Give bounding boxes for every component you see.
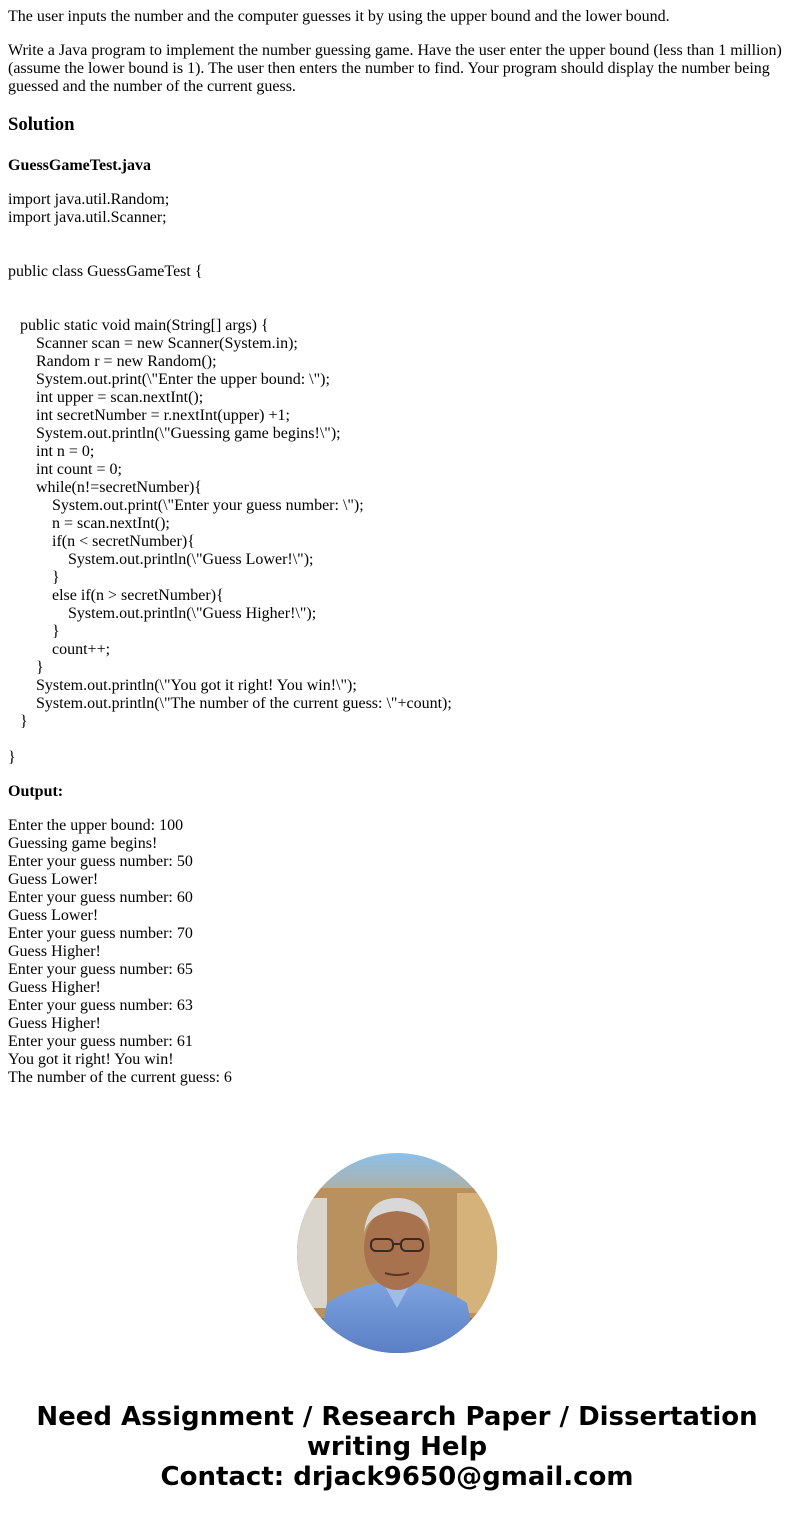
code-line (8, 299, 788, 317)
promo-banner (0, 1402, 794, 1492)
author-photo (297, 1153, 497, 1353)
file-name-heading: GuessGameTest.java (8, 157, 151, 174)
code-line: int n = 0; (8, 443, 95, 460)
code-line: Random r = new Random(); (8, 353, 217, 370)
code-line: } (8, 569, 60, 586)
code-line: System.out.println(\"The number of the current guess: \"+count); (8, 695, 452, 712)
code-line: System.out.println(\"Guess Higher!\"); (8, 605, 317, 622)
code-line: System.out.println(\"Guessing game begins!\"); (8, 425, 341, 442)
code-line (8, 245, 788, 263)
output-line: Enter your guess number: 61 (8, 1033, 193, 1050)
output-line: Guess Higher! (8, 943, 101, 960)
document-body (8, 0, 788, 1087)
code-line: } (8, 623, 60, 640)
code-line: else if(n > secretNumber){ (8, 587, 224, 604)
code-line: import java.util.Random; (8, 191, 170, 208)
code-line: if(n < secretNumber){ (8, 533, 195, 550)
code-line: int upper = scan.nextInt(); (8, 389, 204, 406)
output-line: Enter your guess number: 65 (8, 961, 193, 978)
promo-line-1: Need Assignment / Research Paper / Dissertation (36, 1402, 758, 1432)
code-line: int secretNumber = r.nextInt(upper) +1; (8, 407, 290, 424)
promo-line-3: Contact: drjack9650@gmail.com (160, 1462, 634, 1492)
code-line: int count = 0; (8, 461, 122, 478)
output-line: Guess Lower! (8, 907, 99, 924)
code-line: } (8, 749, 16, 766)
promo-line-2: writing Help (306, 1432, 488, 1462)
solution-heading: Solution (8, 114, 75, 135)
code-line: } (8, 713, 28, 730)
output-line: Enter your guess number: 60 (8, 889, 193, 906)
output-line: Enter the upper bound: 100 (8, 817, 184, 834)
output-line: You got it right! You win! (8, 1051, 174, 1068)
code-line: public static void main(String[] args) { (8, 317, 269, 334)
code-line: System.out.print(\"Enter the upper bound: \"); (8, 371, 330, 388)
author-photo-icon (297, 1153, 497, 1353)
code-line: import java.util.Scanner; (8, 209, 167, 226)
output-line: The number of the current guess: 6 (8, 1069, 232, 1086)
code-line: System.out.println(\"Guess Lower!\"); (8, 551, 314, 568)
code-line: System.out.print(\"Enter your guess number: \"); (8, 497, 364, 514)
output-line: Enter your guess number: 50 (8, 853, 193, 870)
code-line: } (8, 659, 44, 676)
code-line: count++; (8, 641, 111, 658)
code-line: while(n!=secretNumber){ (8, 479, 202, 496)
code-line (8, 227, 788, 245)
code-line: Scanner scan = new Scanner(System.in); (8, 335, 298, 352)
problem-paragraph: Write a Java program to implement the number guessing game. Have the user enter the upper bound (less than 1 million) (assume the lower bound is 1). The user then enters the number to find. Your program should display the number being guessed and the number of the current guess. (8, 42, 782, 95)
output-line: Enter your guess number: 63 (8, 997, 193, 1014)
output-heading: Output: (8, 783, 64, 800)
code-line: public class GuessGameTest { (8, 263, 203, 280)
code-line: System.out.println(\"You got it right! You win!\"); (8, 677, 357, 694)
output-line: Guess Higher! (8, 979, 101, 996)
intro-paragraph: The user inputs the number and the computer guesses it by using the upper bound and the lower bound. (8, 8, 670, 25)
code-line: n = scan.nextInt(); (8, 515, 170, 532)
output-line: Guess Higher! (8, 1015, 101, 1032)
output-block (8, 817, 788, 1087)
output-line: Enter your guess number: 70 (8, 925, 193, 942)
output-line: Guess Lower! (8, 871, 99, 888)
code-line (8, 281, 788, 299)
code-block (8, 191, 788, 767)
code-line (8, 731, 788, 749)
output-line: Guessing game begins! (8, 835, 158, 852)
